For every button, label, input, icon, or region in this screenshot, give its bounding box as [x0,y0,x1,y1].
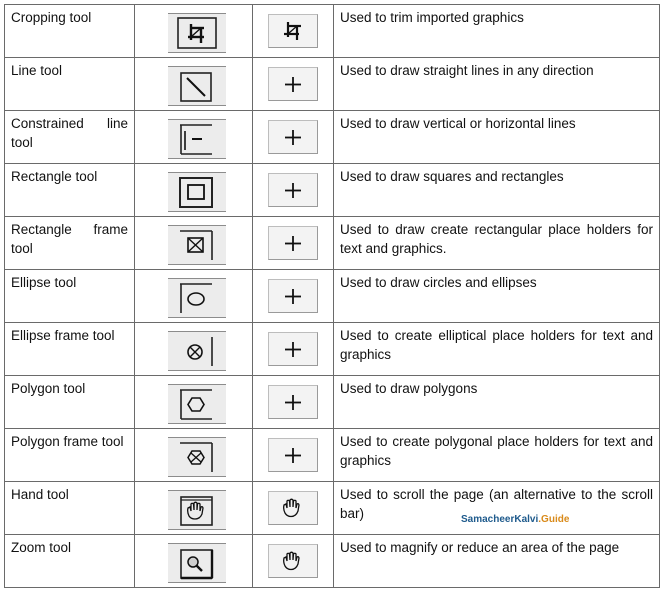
pointer-cell [253,58,334,111]
table-row [5,5,660,58]
tool-name [5,111,135,164]
crop-pointer-icon [268,14,318,48]
table-row [5,111,660,164]
polygon-frame-icon [168,437,226,477]
table-row [5,535,660,588]
tool-icon-cell [135,323,253,376]
crosshair-icon [268,67,318,101]
table-row [5,217,660,270]
tool-icon-cell [135,270,253,323]
table-row [5,376,660,429]
tool-name-word: frame [93,222,128,237]
tool-name: Ellipse tool [5,270,135,323]
hand-pointer-icon [268,491,318,525]
pointer-cell [253,323,334,376]
pointer-cell [253,482,334,535]
tool-icon-cell [135,376,253,429]
tool-name [5,217,135,270]
tool-name: Hand tool [5,482,135,535]
crosshair-icon [268,438,318,472]
constrained-line-icon [168,119,226,159]
tool-name-word: tool [11,135,33,150]
tool-name-word: tool [11,241,33,256]
tool-icon-cell [135,58,253,111]
pointer-cell [253,429,334,482]
crop-icon [168,13,226,53]
tool-icon-cell [135,111,253,164]
crosshair-icon [268,332,318,366]
table-row [5,323,660,376]
tools-table [4,4,660,588]
hand-icon [168,490,226,530]
tool-name-word: Constrained [11,116,84,131]
pointer-cell [253,535,334,588]
tool-name: Line tool [5,58,135,111]
tool-description: Used to draw vertical or horizontal lines [334,111,660,164]
polygon-icon [168,384,226,424]
crosshair-icon [268,120,318,154]
tool-description: Used to scroll the page (an alternative to the scroll bar) [334,482,660,535]
pointer-cell [253,217,334,270]
tool-description: Used to create elliptical place holders for text and graphics [334,323,660,376]
tool-description: Used to trim imported graphics [334,5,660,58]
watermark-part: SamacheerKalvi [461,514,539,525]
tool-name: Zoom tool [5,535,135,588]
table-row [5,164,660,217]
rectangle-frame-icon [168,225,226,265]
crosshair-icon [268,226,318,260]
tool-description: Used to draw circles and ellipses [334,270,660,323]
table-row [5,58,660,111]
tool-description: Used to draw create rectangular place holders for text and graphics. [334,217,660,270]
tool-description: Used to draw squares and rectangles [334,164,660,217]
pointer-cell [253,270,334,323]
table-row [5,429,660,482]
tool-name-word: line [106,116,128,131]
tool-icon-cell [135,217,253,270]
tool-icon-cell [135,164,253,217]
tool-icon-cell [135,482,253,535]
watermark [461,514,569,525]
tool-description: Used to draw polygons [334,376,660,429]
tool-icon-cell [135,535,253,588]
pointer-cell [253,376,334,429]
pointer-cell [253,5,334,58]
crosshair-icon [268,385,318,419]
line-icon [168,66,226,106]
pointer-cell [253,111,334,164]
rectangle-icon [168,172,226,212]
pointer-cell [253,164,334,217]
zoom-icon [168,543,226,583]
crosshair-icon [268,173,318,207]
tool-name: Polygon frame tool [5,429,135,482]
tool-name: Ellipse frame tool [5,323,135,376]
tool-description: Used to create polygonal place holders for text and graphics [334,429,660,482]
tool-name: Rectangle tool [5,164,135,217]
tool-icon-cell [135,429,253,482]
table-row [5,270,660,323]
tool-name-word: Rectangle [11,222,72,237]
hand-pointer-icon [268,544,318,578]
tool-description: Used to draw straight lines in any direction [334,58,660,111]
tool-description: Used to magnify or reduce an area of the page [334,535,660,588]
ellipse-frame-icon [168,331,226,371]
crosshair-icon [268,279,318,313]
tool-name: Polygon tool [5,376,135,429]
ellipse-icon [168,278,226,318]
table-row [5,482,660,535]
tool-name: Cropping tool [5,5,135,58]
tool-icon-cell [135,5,253,58]
watermark-part: .Guide [538,514,570,525]
